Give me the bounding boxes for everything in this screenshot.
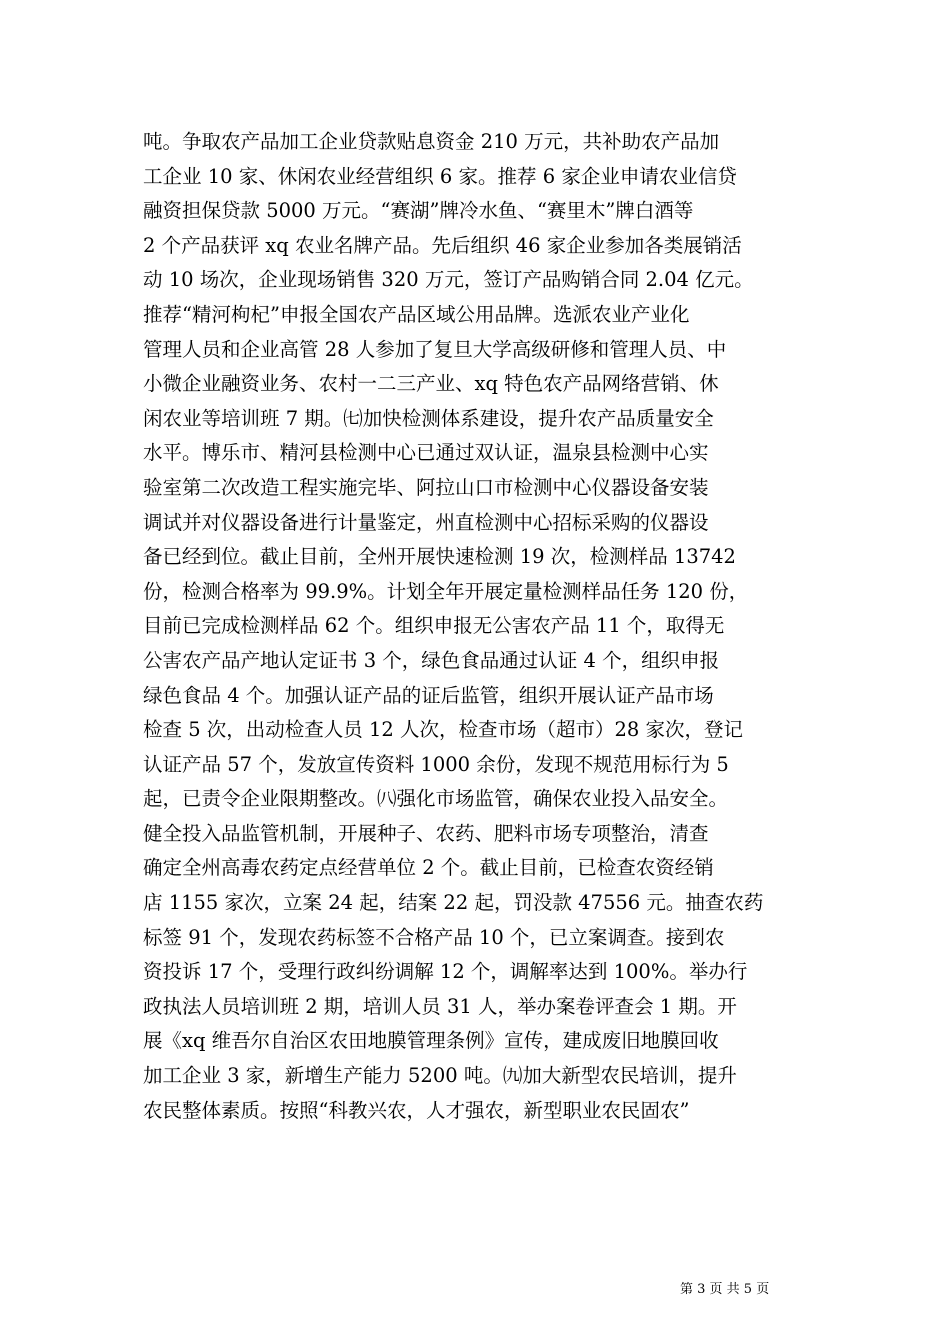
text-line: 标签 91 个，发现农药标签不合格产品 10 个，已立案调查。接到农 xyxy=(143,925,725,949)
text-line: 健全投入品监管机制，开展种子、农药、肥料市场专项整治，清查 xyxy=(143,821,709,845)
text-line: 认证产品 57 个，发放宣传资料 1000 余份，发现不规范用标行为 5 xyxy=(143,752,729,776)
text-line: 吨。争取农产品加工企业贷款贴息资金 210 万元，共补助农产品加 xyxy=(143,130,720,153)
text-line: 绿色食品 4 个。加强认证产品的证后监管，组织开展认证产品市场 xyxy=(143,683,714,707)
text-line: 动 10 场次，企业现场销售 320 万元，签订产品购销合同 2.04 亿元。 xyxy=(143,268,754,292)
text-line: 确定全州高毒农药定点经营单位 2 个。截止目前，已检查农资经销 xyxy=(143,856,714,880)
text-line: 检查 5 次，出动检查人员 12 人次，检查市场（超市）28 家次，登记 xyxy=(143,718,744,742)
text-line: 店 1155 家次，立案 24 起，结案 22 起，罚没款 47556 元。抽查农药 xyxy=(143,891,764,915)
text-line: 调试并对仪器设备进行计量鉴定，州直检测中心招标采购的仪器设 xyxy=(143,510,709,534)
text-line: 推荐“精河枸杞”申报全国农产品区域公用品牌。选派农业产业化 xyxy=(143,302,690,326)
text-line: 展《xq 维吾尔自治区农田地膜管理条例》宣传，建成废旧地膜回收 xyxy=(143,1029,719,1053)
text-line: 目前已完成检测样品 62 个。组织申报无公害农产品 11 个，取得无 xyxy=(143,614,725,638)
text-line: 份，检测合格率为 99.9%。计划全年开展定量检测样品任务 120 份， xyxy=(143,579,749,603)
text-line: 闲农业等培训班 7 期。㈦加快检测体系建设，提升农产品质量安全 xyxy=(143,406,714,430)
text-line: 水平。博乐市、精河县检测中心已通过双认证，温泉县检测中心实 xyxy=(143,441,709,465)
text-line: 工企业 10 家、休闲农业经营组织 6 家。推荐 6 家企业申请农业信贷 xyxy=(143,164,737,188)
text-line: 起，已责令企业限期整改。㈧强化市场监管，确保农业投入品安全。 xyxy=(143,787,729,811)
text-line: 验室第二次改造工程实施完毕、阿拉山口市检测中心仪器设备安装 xyxy=(143,475,709,499)
text-line: 融资担保贷款 5000 万元。“赛湖”牌冷水鱼、“赛里木”牌白酒等 xyxy=(143,199,694,223)
text-line: 小微企业融资业务、农村一二三产业、xq 特色农产品网络营销、休 xyxy=(143,372,719,396)
text-line: 资投诉 17 个，受理行政纠纷调解 12 个，调解率达到 100%。举办行 xyxy=(143,960,748,984)
text-line: 管理人员和企业高管 28 人参加了复旦大学高级研修和管理人员、中 xyxy=(143,337,727,361)
text-line: 2 个产品获评 xq 农业名牌产品。先后组织 46 家企业参加各类展销活 xyxy=(143,233,742,257)
text-line: 公害农产品产地认定证书 3 个，绿色食品通过认证 4 个，组织申报 xyxy=(143,648,720,672)
text-line: 农民整体素质。按照“科教兴农，人才强农，新型职业农民固农” xyxy=(143,1098,690,1122)
text-line: 政执法人员培训班 2 期，培训人员 31 人，举办案卷评查会 1 期。开 xyxy=(143,994,737,1018)
text-line: 加工企业 3 家，新增生产能力 5200 吨。㈨加大新型农民培训，提升 xyxy=(143,1064,737,1088)
text-line: 备已经到位。截止目前，全州开展快速检测 19 次，检测样品 13742 xyxy=(143,545,736,569)
page-number-footer: 第 3 页 共 5 页 xyxy=(680,1282,770,1297)
body-paragraph xyxy=(143,125,823,1128)
